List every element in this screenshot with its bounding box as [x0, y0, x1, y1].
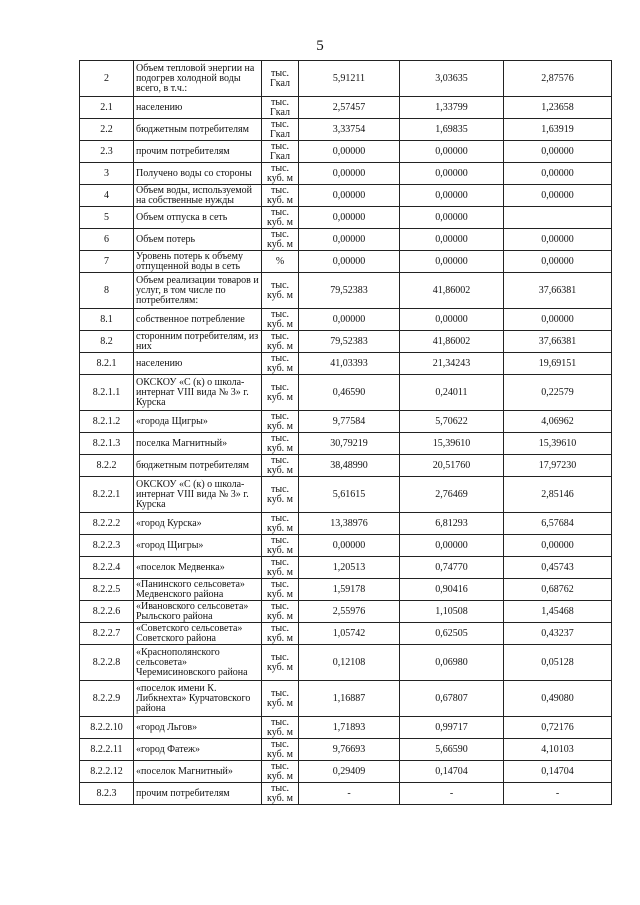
row-value-3 [504, 207, 612, 229]
row-number: 8.2.2.4 [80, 557, 134, 579]
row-value-3: 0,43237 [504, 623, 612, 645]
row-value-3: 0,45743 [504, 557, 612, 579]
row-value-1: 5,91211 [299, 61, 400, 97]
table-row [80, 579, 612, 601]
row-value-1: 1,20513 [299, 557, 400, 579]
table-row [80, 783, 612, 805]
row-name: Объем тепловой энергии на подогрев холодной воды всего, в т.ч.: [134, 61, 262, 97]
row-value-2: 2,76469 [400, 477, 504, 513]
row-number: 8.2.2.8 [80, 645, 134, 681]
table-row [80, 761, 612, 783]
table-row [80, 375, 612, 411]
table-row [80, 717, 612, 739]
row-name: поселка Магнитный» [134, 433, 262, 455]
table-row [80, 353, 612, 375]
row-value-3: 37,66381 [504, 273, 612, 309]
row-number: 8.2.2.12 [80, 761, 134, 783]
row-name: Объем потерь [134, 229, 262, 251]
row-value-2: 0,00000 [400, 141, 504, 163]
row-value-2: 0,00000 [400, 309, 504, 331]
row-name: сторонним потребителям, из них [134, 331, 262, 353]
row-value-2: 0,00000 [400, 185, 504, 207]
row-value-2: 0,00000 [400, 251, 504, 273]
row-value-3: 4,06962 [504, 411, 612, 433]
row-number: 4 [80, 185, 134, 207]
table-row [80, 61, 612, 97]
row-unit: тыс. куб. м [262, 717, 299, 739]
row-value-2: 41,86002 [400, 273, 504, 309]
row-unit: тыс. куб. м [262, 309, 299, 331]
row-unit: тыс. куб. м [262, 681, 299, 717]
row-value-2: 0,14704 [400, 761, 504, 783]
row-value-2: 0,24011 [400, 375, 504, 411]
row-unit: тыс. куб. м [262, 557, 299, 579]
table-row [80, 535, 612, 557]
row-value-3: - [504, 783, 612, 805]
row-value-1: 38,48990 [299, 455, 400, 477]
table-body [80, 61, 612, 805]
row-value-1: 30,79219 [299, 433, 400, 455]
row-name: «Ивановского сельсовета» Рыльского района [134, 601, 262, 623]
row-value-3: 0,49080 [504, 681, 612, 717]
row-value-1: 9,77584 [299, 411, 400, 433]
row-value-3: 0,68762 [504, 579, 612, 601]
table-row [80, 739, 612, 761]
row-number: 2.2 [80, 119, 134, 141]
row-name: «поселок имени К. Либкнехта» Курчатовского района [134, 681, 262, 717]
row-value-3: 1,23658 [504, 97, 612, 119]
row-value-2: - [400, 783, 504, 805]
table-row [80, 229, 612, 251]
row-value-1: 0,00000 [299, 163, 400, 185]
row-value-3: 19,69151 [504, 353, 612, 375]
row-value-2: 0,99717 [400, 717, 504, 739]
row-unit: тыс. куб. м [262, 455, 299, 477]
row-value-1: 0,46590 [299, 375, 400, 411]
row-value-2: 0,00000 [400, 207, 504, 229]
row-name: прочим потребителям [134, 141, 262, 163]
row-value-2: 3,03635 [400, 61, 504, 97]
row-name: «Панинского сельсовета» Медвенского района [134, 579, 262, 601]
row-number: 8.2.2 [80, 455, 134, 477]
table-row [80, 623, 612, 645]
row-name: бюджетным потребителям [134, 119, 262, 141]
row-unit: тыс. куб. м [262, 331, 299, 353]
row-value-3: 0,14704 [504, 761, 612, 783]
row-number: 2.1 [80, 97, 134, 119]
table-row [80, 163, 612, 185]
row-unit: тыс. куб. м [262, 207, 299, 229]
row-value-1: 0,00000 [299, 309, 400, 331]
row-value-3: 0,00000 [504, 229, 612, 251]
row-value-2: 15,39610 [400, 433, 504, 455]
row-number: 8 [80, 273, 134, 309]
row-number: 8.2.1.1 [80, 375, 134, 411]
row-value-3: 0,00000 [504, 141, 612, 163]
row-unit: тыс. куб. м [262, 163, 299, 185]
row-value-2: 1,10508 [400, 601, 504, 623]
row-name: собственное потребление [134, 309, 262, 331]
row-unit: тыс. Гкал [262, 119, 299, 141]
row-name: Объем воды, используемой на собственные нужды [134, 185, 262, 207]
row-number: 8.2.3 [80, 783, 134, 805]
row-value-1: 0,00000 [299, 535, 400, 557]
row-number: 7 [80, 251, 134, 273]
row-number: 5 [80, 207, 134, 229]
row-number: 2 [80, 61, 134, 97]
row-unit: тыс. Гкал [262, 61, 299, 97]
row-value-3: 2,87576 [504, 61, 612, 97]
table-row [80, 411, 612, 433]
row-value-3: 0,00000 [504, 163, 612, 185]
row-number: 6 [80, 229, 134, 251]
table-row [80, 601, 612, 623]
row-number: 8.2.2.5 [80, 579, 134, 601]
table-row [80, 141, 612, 163]
row-value-2: 1,33799 [400, 97, 504, 119]
row-unit: тыс. куб. м [262, 375, 299, 411]
row-value-1: 0,00000 [299, 251, 400, 273]
row-number: 8.2.2.7 [80, 623, 134, 645]
row-name: Объем отпуска в сеть [134, 207, 262, 229]
table-row [80, 645, 612, 681]
row-unit: тыс. куб. м [262, 535, 299, 557]
row-name: «поселок Медвенка» [134, 557, 262, 579]
row-value-1: 1,05742 [299, 623, 400, 645]
table-row [80, 119, 612, 141]
row-unit: тыс. Гкал [262, 141, 299, 163]
row-name: «поселок Магнитный» [134, 761, 262, 783]
row-name: бюджетным потребителям [134, 455, 262, 477]
row-unit: тыс. куб. м [262, 353, 299, 375]
row-value-2: 0,00000 [400, 229, 504, 251]
row-value-3: 1,45468 [504, 601, 612, 623]
row-value-2: 0,06980 [400, 645, 504, 681]
row-name: «город Курска» [134, 513, 262, 535]
row-value-1: 0,00000 [299, 141, 400, 163]
row-name: «города Щигры» [134, 411, 262, 433]
row-value-1: - [299, 783, 400, 805]
row-unit: тыс. куб. м [262, 783, 299, 805]
row-number: 2.3 [80, 141, 134, 163]
row-value-3: 4,10103 [504, 739, 612, 761]
row-value-3: 0,05128 [504, 645, 612, 681]
table-row [80, 681, 612, 717]
table-row [80, 273, 612, 309]
row-unit: % [262, 251, 299, 273]
row-value-1: 1,71893 [299, 717, 400, 739]
row-number: 8.2.2.9 [80, 681, 134, 717]
row-value-3: 15,39610 [504, 433, 612, 455]
table-row [80, 97, 612, 119]
row-value-1: 1,16887 [299, 681, 400, 717]
row-value-3: 6,57684 [504, 513, 612, 535]
row-value-1: 5,61615 [299, 477, 400, 513]
row-value-1: 0,29409 [299, 761, 400, 783]
row-value-2: 0,62505 [400, 623, 504, 645]
row-value-3: 2,85146 [504, 477, 612, 513]
row-number: 8.2.1.2 [80, 411, 134, 433]
row-name: «город Льгов» [134, 717, 262, 739]
row-unit: тыс. Гкал [262, 97, 299, 119]
row-number: 8.2.2.6 [80, 601, 134, 623]
row-number: 8.1 [80, 309, 134, 331]
row-value-1: 9,76693 [299, 739, 400, 761]
table-row [80, 185, 612, 207]
table-row [80, 477, 612, 513]
row-unit: тыс. куб. м [262, 761, 299, 783]
row-name: ОКСКОУ «С (к) о школа-интернат VIII вида № 3» г. Курска [134, 375, 262, 411]
row-value-3: 0,22579 [504, 375, 612, 411]
row-number: 8.2 [80, 331, 134, 353]
row-unit: тыс. куб. м [262, 579, 299, 601]
row-unit: тыс. куб. м [262, 513, 299, 535]
table-row [80, 331, 612, 353]
row-name: Получено воды со стороны [134, 163, 262, 185]
row-value-3: 0,00000 [504, 535, 612, 557]
row-name: «Краснополянского сельсовета» Черемисиновского района [134, 645, 262, 681]
row-unit: тыс. куб. м [262, 623, 299, 645]
row-name: населению [134, 353, 262, 375]
row-unit: тыс. куб. м [262, 601, 299, 623]
row-unit: тыс. куб. м [262, 229, 299, 251]
row-number: 3 [80, 163, 134, 185]
data-table [79, 60, 612, 805]
row-name: «город Фатеж» [134, 739, 262, 761]
row-unit: тыс. куб. м [262, 433, 299, 455]
row-value-2: 41,86002 [400, 331, 504, 353]
row-number: 8.2.2.1 [80, 477, 134, 513]
table-row [80, 557, 612, 579]
row-number: 8.2.2.11 [80, 739, 134, 761]
page-number: 5 [316, 38, 324, 54]
row-value-1: 13,38976 [299, 513, 400, 535]
row-value-3: 37,66381 [504, 331, 612, 353]
row-value-3: 17,97230 [504, 455, 612, 477]
row-number: 8.2.2.10 [80, 717, 134, 739]
row-value-3: 0,00000 [504, 185, 612, 207]
row-value-2: 0,67807 [400, 681, 504, 717]
table-row [80, 251, 612, 273]
row-value-1: 3,33754 [299, 119, 400, 141]
row-value-3: 0,72176 [504, 717, 612, 739]
row-name: прочим потребителям [134, 783, 262, 805]
row-number: 8.2.2.3 [80, 535, 134, 557]
row-value-1: 2,55976 [299, 601, 400, 623]
row-value-1: 79,52383 [299, 273, 400, 309]
row-unit: тыс. куб. м [262, 477, 299, 513]
table-row [80, 433, 612, 455]
row-value-2: 5,70622 [400, 411, 504, 433]
row-name: Объем реализации товаров и услуг, в том числе по потребителям: [134, 273, 262, 309]
row-value-2: 0,00000 [400, 163, 504, 185]
row-unit: тыс. куб. м [262, 273, 299, 309]
row-value-2: 20,51760 [400, 455, 504, 477]
row-value-2: 0,74770 [400, 557, 504, 579]
row-value-2: 1,69835 [400, 119, 504, 141]
row-value-1: 0,00000 [299, 207, 400, 229]
table-row [80, 309, 612, 331]
row-number: 8.2.1 [80, 353, 134, 375]
row-value-2: 21,34243 [400, 353, 504, 375]
table-row [80, 513, 612, 535]
row-value-3: 1,63919 [504, 119, 612, 141]
row-value-3: 0,00000 [504, 251, 612, 273]
row-value-1: 0,00000 [299, 229, 400, 251]
row-value-1: 2,57457 [299, 97, 400, 119]
row-unit: тыс. куб. м [262, 185, 299, 207]
row-value-2: 6,81293 [400, 513, 504, 535]
row-unit: тыс. куб. м [262, 411, 299, 433]
row-name: Уровень потерь к объему отпущенной воды в сеть [134, 251, 262, 273]
row-value-2: 5,66590 [400, 739, 504, 761]
row-value-1: 41,03393 [299, 353, 400, 375]
row-unit: тыс. куб. м [262, 739, 299, 761]
row-value-1: 1,59178 [299, 579, 400, 601]
row-value-1: 0,12108 [299, 645, 400, 681]
row-name: населению [134, 97, 262, 119]
row-number: 8.2.1.3 [80, 433, 134, 455]
row-value-3: 0,00000 [504, 309, 612, 331]
row-name: «Советского сельсовета» Советского района [134, 623, 262, 645]
row-number: 8.2.2.2 [80, 513, 134, 535]
row-name: ОКСКОУ «С (к) о школа-интернат VIII вида № 3» г. Курска [134, 477, 262, 513]
row-name: «город Щигры» [134, 535, 262, 557]
row-value-1: 79,52383 [299, 331, 400, 353]
row-value-1: 0,00000 [299, 185, 400, 207]
table-row [80, 207, 612, 229]
row-unit: тыс. куб. м [262, 645, 299, 681]
row-value-2: 0,90416 [400, 579, 504, 601]
table-row [80, 455, 612, 477]
row-value-2: 0,00000 [400, 535, 504, 557]
